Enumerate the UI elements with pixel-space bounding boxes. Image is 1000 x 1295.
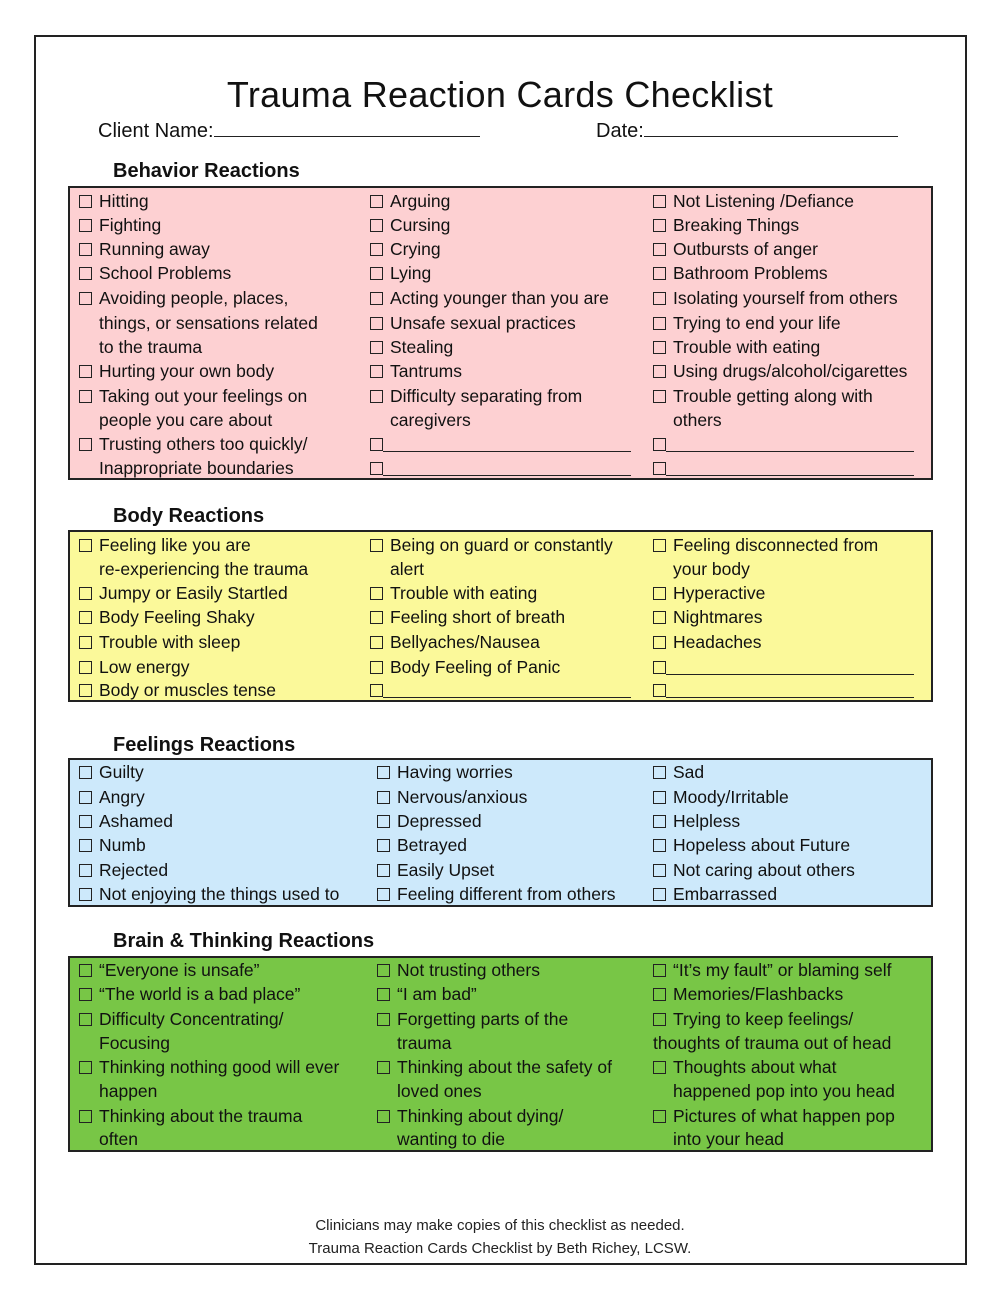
- checkbox-icon[interactable]: [653, 587, 666, 600]
- checklist-item-continued: re-experiencing the trauma: [99, 559, 309, 579]
- checklist-item[interactable]: Tantrums: [370, 359, 462, 383]
- date-line[interactable]: [644, 119, 898, 137]
- checkbox-icon[interactable]: [653, 365, 666, 378]
- checkbox-icon[interactable]: [79, 587, 92, 600]
- checkbox-icon[interactable]: [377, 864, 390, 877]
- checkbox-icon[interactable]: [370, 539, 383, 552]
- blank-write-line[interactable]: [383, 460, 631, 476]
- checklist-item[interactable]: Stealing: [370, 335, 453, 359]
- checklist-item-continued: others: [673, 410, 722, 430]
- checklist-item[interactable]: “Everyone is unsafe”: [79, 958, 260, 982]
- checkbox-icon[interactable]: [370, 587, 383, 600]
- checkbox-icon[interactable]: [79, 815, 92, 828]
- checkbox-icon[interactable]: [79, 243, 92, 256]
- blank-write-line[interactable]: [666, 460, 914, 476]
- checkbox-icon[interactable]: [370, 365, 383, 378]
- checklist-item[interactable]: Lying: [370, 261, 431, 285]
- checklist-item[interactable]: Helpless: [653, 809, 740, 833]
- checkbox-icon[interactable]: [377, 766, 390, 779]
- checklist-item-continued: wanting to die: [397, 1129, 505, 1149]
- blank-item[interactable]: [370, 456, 631, 480]
- blank-item[interactable]: [653, 432, 914, 456]
- checklist-item[interactable]: Forgetting parts of the: [377, 1007, 568, 1031]
- checklist-item[interactable]: “I am bad”: [377, 982, 477, 1006]
- checklist-item[interactable]: “The world is a bad place”: [79, 982, 300, 1006]
- checklist-item[interactable]: Trusting others too quickly/: [79, 432, 307, 456]
- checkbox-icon[interactable]: [79, 292, 92, 305]
- checkbox-icon[interactable]: [79, 791, 92, 804]
- checkbox-icon[interactable]: [377, 815, 390, 828]
- checklist-item[interactable]: Depressed: [377, 809, 482, 833]
- checklist-item[interactable]: Crying: [370, 237, 441, 261]
- checkbox-icon[interactable]: [370, 219, 383, 232]
- checklist-item[interactable]: Trying to end your life: [653, 311, 841, 335]
- checklist-item[interactable]: Trying to keep feelings/: [653, 1007, 853, 1031]
- checklist-item[interactable]: Angry: [79, 785, 145, 809]
- feelings-heading: Feelings Reactions: [113, 734, 296, 756]
- checkbox-icon[interactable]: [370, 390, 383, 403]
- checklist-item[interactable]: Memories/Flashbacks: [653, 982, 843, 1006]
- checklist-item-continued: happened pop into you head: [673, 1081, 895, 1101]
- blank-item[interactable]: [370, 678, 631, 702]
- checkbox-icon[interactable]: [653, 317, 666, 330]
- checklist-item[interactable]: Feeling like you are: [79, 533, 251, 557]
- checkbox-icon[interactable]: [370, 292, 383, 305]
- checklist-item[interactable]: Isolating yourself from others: [653, 286, 898, 310]
- checklist-item-continued: your body: [673, 559, 750, 579]
- checkbox-icon[interactable]: [79, 219, 92, 232]
- checklist-item-continued: trauma: [397, 1033, 452, 1053]
- checklist-item[interactable]: Rejected: [79, 858, 168, 882]
- blank-write-line[interactable]: [666, 682, 914, 698]
- checklist-item[interactable]: Acting younger than you are: [370, 286, 609, 310]
- checkbox-icon[interactable]: [653, 219, 666, 232]
- checkbox-icon[interactable]: [653, 267, 666, 280]
- checkbox-icon[interactable]: [79, 661, 92, 674]
- checkbox-icon[interactable]: [79, 684, 92, 697]
- checklist-item-continued: Focusing: [99, 1033, 171, 1053]
- checkbox-icon[interactable]: [79, 267, 92, 280]
- footer-attribution: Trauma Reaction Cards Checklist by Beth Richey, LCSW.: [308, 1240, 692, 1257]
- checklist-item[interactable]: Unsafe sexual practices: [370, 311, 576, 335]
- checklist-item[interactable]: Moody/Irritable: [653, 785, 789, 809]
- checkbox-icon[interactable]: [653, 1061, 666, 1074]
- checklist-item[interactable]: Bellyaches/Nausea: [370, 630, 540, 654]
- blank-item[interactable]: [370, 432, 631, 456]
- checkbox-icon[interactable]: [653, 964, 666, 977]
- checkbox-icon[interactable]: [653, 1013, 666, 1026]
- checkbox-icon[interactable]: [79, 636, 92, 649]
- checklist-item[interactable]: Being on guard or constantly: [370, 533, 613, 557]
- checklist-item[interactable]: Trouble with eating: [370, 581, 537, 605]
- checkbox-icon[interactable]: [79, 365, 92, 378]
- checklist-item[interactable]: Trouble getting along with: [653, 384, 873, 408]
- checklist-item[interactable]: Body Feeling of Panic: [370, 655, 560, 679]
- checkbox-icon[interactable]: [79, 539, 92, 552]
- checkbox-icon[interactable]: [79, 839, 92, 852]
- checklist-item[interactable]: Numb: [79, 833, 146, 857]
- checklist-item[interactable]: Feeling short of breath: [370, 605, 565, 629]
- checkbox-icon[interactable]: [653, 864, 666, 877]
- checklist-item-continued: alert: [390, 559, 425, 579]
- checklist-item-continued: things, or sensations related: [99, 313, 318, 333]
- checkbox-icon[interactable]: [370, 636, 383, 649]
- brain-heading: Brain & Thinking Reactions: [113, 930, 375, 952]
- checklist-item[interactable]: Trouble with eating: [653, 335, 820, 359]
- checkbox-icon[interactable]: [377, 888, 390, 901]
- footer-copy-note: Clinicians may make copies of this checklist as needed.: [315, 1217, 685, 1234]
- checklist-item[interactable]: Not trusting others: [377, 958, 540, 982]
- checkbox-icon[interactable]: [79, 964, 92, 977]
- blank-write-line[interactable]: [383, 436, 631, 452]
- checkbox-icon[interactable]: [653, 195, 666, 208]
- checklist-item[interactable]: Taking out your feelings on: [79, 384, 307, 408]
- client-name-line[interactable]: [214, 119, 480, 137]
- behavior-heading: Behavior Reactions: [113, 160, 300, 182]
- blank-write-line[interactable]: [666, 659, 914, 675]
- checklist-item[interactable]: School Problems: [79, 261, 231, 285]
- checklist-item[interactable]: Embarrassed: [653, 882, 777, 906]
- checklist-item-continued: thoughts of trauma out of head: [653, 1033, 892, 1053]
- checkbox-icon[interactable]: [79, 438, 92, 451]
- checkbox-icon[interactable]: [653, 815, 666, 828]
- checkbox-icon[interactable]: [370, 462, 383, 475]
- checklist-item-continued: Inappropriate boundaries: [99, 458, 294, 478]
- checkbox-icon[interactable]: [370, 684, 383, 697]
- checkbox-icon[interactable]: [370, 438, 383, 451]
- checklist-item[interactable]: Low energy: [79, 655, 189, 679]
- checklist-item[interactable]: Avoiding people, places,: [79, 286, 288, 310]
- checkbox-icon[interactable]: [653, 539, 666, 552]
- checkbox-icon[interactable]: [377, 964, 390, 977]
- behavior-box: [68, 186, 933, 480]
- blank-item[interactable]: [653, 655, 914, 679]
- checklist-item[interactable]: Nervous/anxious: [377, 785, 527, 809]
- checkbox-icon[interactable]: [79, 1061, 92, 1074]
- checklist-item[interactable]: Arguing: [370, 189, 450, 213]
- checkbox-icon[interactable]: [653, 390, 666, 403]
- blank-item[interactable]: [653, 678, 914, 702]
- checkbox-icon[interactable]: [653, 462, 666, 475]
- checklist-item[interactable]: Thinking about the trauma: [79, 1104, 302, 1128]
- checkbox-icon[interactable]: [653, 791, 666, 804]
- checkbox-icon[interactable]: [370, 341, 383, 354]
- checklist-item[interactable]: Cursing: [370, 213, 450, 237]
- checklist-item[interactable]: Ashamed: [79, 809, 173, 833]
- checklist-item-continued: happen: [99, 1081, 158, 1101]
- checklist-item[interactable]: Easily Upset: [377, 858, 494, 882]
- checkbox-icon[interactable]: [370, 611, 383, 624]
- checklist-item[interactable]: Pictures of what happen pop: [653, 1104, 895, 1128]
- checkbox-icon[interactable]: [653, 888, 666, 901]
- checklist-item[interactable]: Thinking about dying/: [377, 1104, 563, 1128]
- checklist-item[interactable]: Body Feeling Shaky: [79, 605, 255, 629]
- client-name-label: Client Name:: [98, 120, 214, 142]
- checkbox-icon[interactable]: [370, 195, 383, 208]
- checkbox-icon[interactable]: [653, 684, 666, 697]
- checklist-item[interactable]: Hyperactive: [653, 581, 765, 605]
- body-box: [68, 530, 933, 702]
- blank-write-line[interactable]: [383, 682, 631, 698]
- blank-write-line[interactable]: [666, 436, 914, 452]
- checklist-item[interactable]: Using drugs/alcohol/cigarettes: [653, 359, 907, 383]
- checkbox-icon[interactable]: [370, 243, 383, 256]
- checklist-item[interactable]: Body or muscles tense: [79, 678, 276, 702]
- checklist-item[interactable]: Difficulty Concentrating/: [79, 1007, 284, 1031]
- checklist-item[interactable]: Feeling disconnected from: [653, 533, 878, 557]
- checkbox-icon[interactable]: [377, 1061, 390, 1074]
- checklist-item[interactable]: “It’s my fault” or blaming self: [653, 958, 892, 982]
- checklist-item[interactable]: Thinking nothing good will ever: [79, 1055, 339, 1079]
- checkbox-icon[interactable]: [79, 195, 92, 208]
- checklist-item-continued: into your head: [673, 1129, 784, 1149]
- checkbox-icon[interactable]: [653, 438, 666, 451]
- checkbox-icon[interactable]: [370, 661, 383, 674]
- date-label: Date:: [596, 120, 644, 142]
- checkbox-icon[interactable]: [377, 988, 390, 1001]
- checklist-item[interactable]: Thoughts about what: [653, 1055, 836, 1079]
- checklist-item[interactable]: Sad: [653, 760, 704, 784]
- checklist-item[interactable]: Guilty: [79, 760, 144, 784]
- checkbox-icon[interactable]: [653, 243, 666, 256]
- checklist-item-continued: often: [99, 1129, 138, 1149]
- checklist-item[interactable]: Headaches: [653, 630, 762, 654]
- date-field: [596, 119, 898, 143]
- checklist-item[interactable]: Thinking about the safety of: [377, 1055, 612, 1079]
- checklist-item[interactable]: Hurting your own body: [79, 359, 274, 383]
- checkbox-icon[interactable]: [79, 888, 92, 901]
- checkbox-icon[interactable]: [79, 1110, 92, 1123]
- checklist-item[interactable]: Bathroom Problems: [653, 261, 828, 285]
- checklist-item[interactable]: Outbursts of anger: [653, 237, 818, 261]
- checklist-item[interactable]: Hopeless about Future: [653, 833, 850, 857]
- checkbox-icon[interactable]: [653, 1110, 666, 1123]
- checklist-item[interactable]: Running away: [79, 237, 210, 261]
- page-title: Trauma Reaction Cards Checklist: [226, 74, 774, 115]
- checkbox-icon[interactable]: [370, 267, 383, 280]
- checkbox-icon[interactable]: [79, 611, 92, 624]
- checklist-item-continued: loved ones: [397, 1081, 482, 1101]
- checklist-item-continued: people you care about: [99, 410, 273, 430]
- checkbox-icon[interactable]: [377, 791, 390, 804]
- checkbox-icon[interactable]: [653, 292, 666, 305]
- checkbox-icon[interactable]: [653, 988, 666, 1001]
- checkbox-icon[interactable]: [653, 766, 666, 779]
- checklist-item[interactable]: Trouble with sleep: [79, 630, 240, 654]
- checkbox-icon[interactable]: [653, 611, 666, 624]
- checklist-item[interactable]: Hitting: [79, 189, 149, 213]
- checkbox-icon[interactable]: [377, 839, 390, 852]
- checkbox-icon[interactable]: [79, 1013, 92, 1026]
- checklist-item[interactable]: Having worries: [377, 760, 513, 784]
- checkbox-icon[interactable]: [653, 839, 666, 852]
- checkbox-icon[interactable]: [377, 1110, 390, 1123]
- checklist-item-continued: caregivers: [390, 410, 471, 430]
- checklist-item[interactable]: Fighting: [79, 213, 161, 237]
- checkbox-icon[interactable]: [370, 317, 383, 330]
- checkbox-icon[interactable]: [377, 1013, 390, 1026]
- checklist-item[interactable]: Feeling different from others: [377, 882, 616, 906]
- checklist-item[interactable]: Betrayed: [377, 833, 467, 857]
- brain-box: [68, 956, 933, 1152]
- checklist-item[interactable]: Not enjoying the things used to: [79, 882, 339, 906]
- checkbox-icon[interactable]: [79, 864, 92, 877]
- feelings-box: [68, 758, 933, 907]
- checkbox-icon[interactable]: [653, 661, 666, 674]
- checklist-item[interactable]: Jumpy or Easily Startled: [79, 581, 288, 605]
- checklist-item[interactable]: Breaking Things: [653, 213, 799, 237]
- checklist-item[interactable]: Nightmares: [653, 605, 762, 629]
- checklist-item[interactable]: Difficulty separating from: [370, 384, 582, 408]
- body-heading: Body Reactions: [113, 505, 265, 527]
- blank-item[interactable]: [653, 456, 914, 480]
- checklist-item-continued: to the trauma: [99, 337, 203, 357]
- checklist-item[interactable]: Not Listening /Defiance: [653, 189, 854, 213]
- checkbox-icon[interactable]: [653, 341, 666, 354]
- checkbox-icon[interactable]: [79, 390, 92, 403]
- checkbox-icon[interactable]: [79, 766, 92, 779]
- checkbox-icon[interactable]: [653, 636, 666, 649]
- checklist-item[interactable]: Not caring about others: [653, 858, 855, 882]
- client-name-field: [98, 119, 480, 143]
- checkbox-icon[interactable]: [79, 988, 92, 1001]
